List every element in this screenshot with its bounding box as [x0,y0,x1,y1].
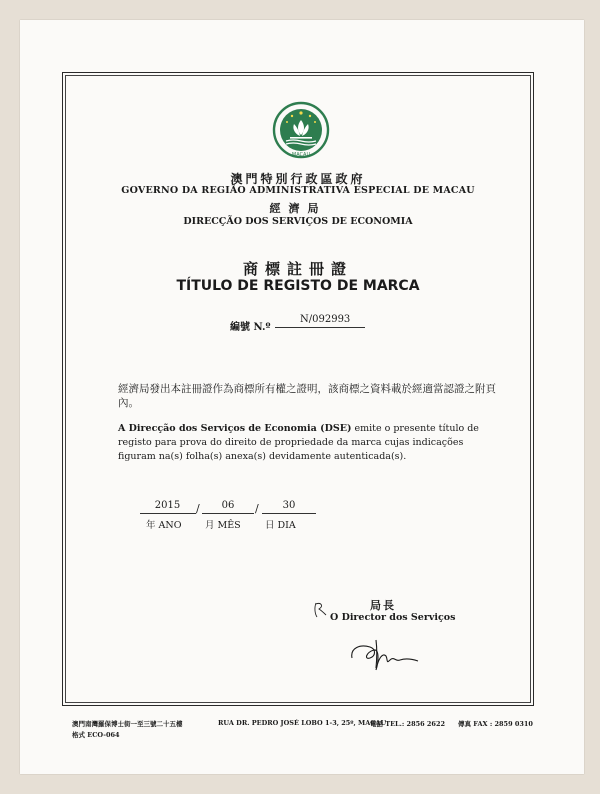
initial-signature-icon [312,600,330,620]
date-year: 2015 [154,500,181,511]
date-separator-2: / [255,502,259,515]
footer-address-pt: RUA DR. PEDRO JOSÉ LOBO 1-3, 25º, MACAU [218,719,387,727]
body-text-pt-rest: emite o presente título de registo para prova do direito de propriedade da marca cujas indicações figuram na(s) folha(s) anexa(s) devidamente autenticada(s). [118,423,479,462]
director-signature-icon [346,634,436,674]
date-separator-1: / [196,502,200,515]
signatory-title-pt: O Director dos Serviços [330,612,456,623]
department-name-pt: DIRECÇÃO DOS SERVIÇOS DE ECONOMIA [183,216,413,227]
date-day-line [262,513,316,514]
department-name-zh: 經濟局 [269,202,327,215]
certificate-title-zh: 商標註冊證 [242,260,353,278]
date-month: 06 [221,500,235,511]
date-year-label: 年 ANO [146,520,182,531]
footer-form-code: 格式 ECO-064 [72,731,120,739]
emblem-caption: MACAU [291,152,311,158]
footer-address-zh: 澳門南灣羅保博士街一至三號二十五樓 [72,720,183,728]
footer-fax: 傳真 FAX : 2859 0310 [458,720,533,728]
date-day: 30 [282,500,296,511]
date-year-line [140,513,196,514]
macau-emblem-icon [270,100,332,162]
date-day-label: 日 DIA [265,520,296,531]
government-name-pt: GOVERNO DA REGIÃO ADMINISTRATIVA ESPECIAL DE MACAU [121,185,475,196]
registration-underline [275,327,365,328]
registration-number: N/092993 [300,314,351,325]
footer-tel: 電話 TEL.: 2856 2622 [370,720,445,728]
body-text-pt [118,422,502,464]
body-text-pt-bold: A Direcção dos Serviços de Economia (DSE) [118,423,352,434]
body-text-zh: 經濟局發出本註冊證作為商標所有權之證明，該商標之資料載於經適當認證之附頁內。 [118,383,496,409]
date-month-label: 月 MÊS [205,520,241,531]
signatory-title-zh: 局長 [370,599,396,612]
certificate-title-pt: TÍTULO DE REGISTO DE MARCA [176,278,420,294]
registration-label: 編號 N.º [230,322,271,333]
government-name-zh: 澳門特別行政區政府 [230,172,366,186]
date-month-line [202,513,254,514]
